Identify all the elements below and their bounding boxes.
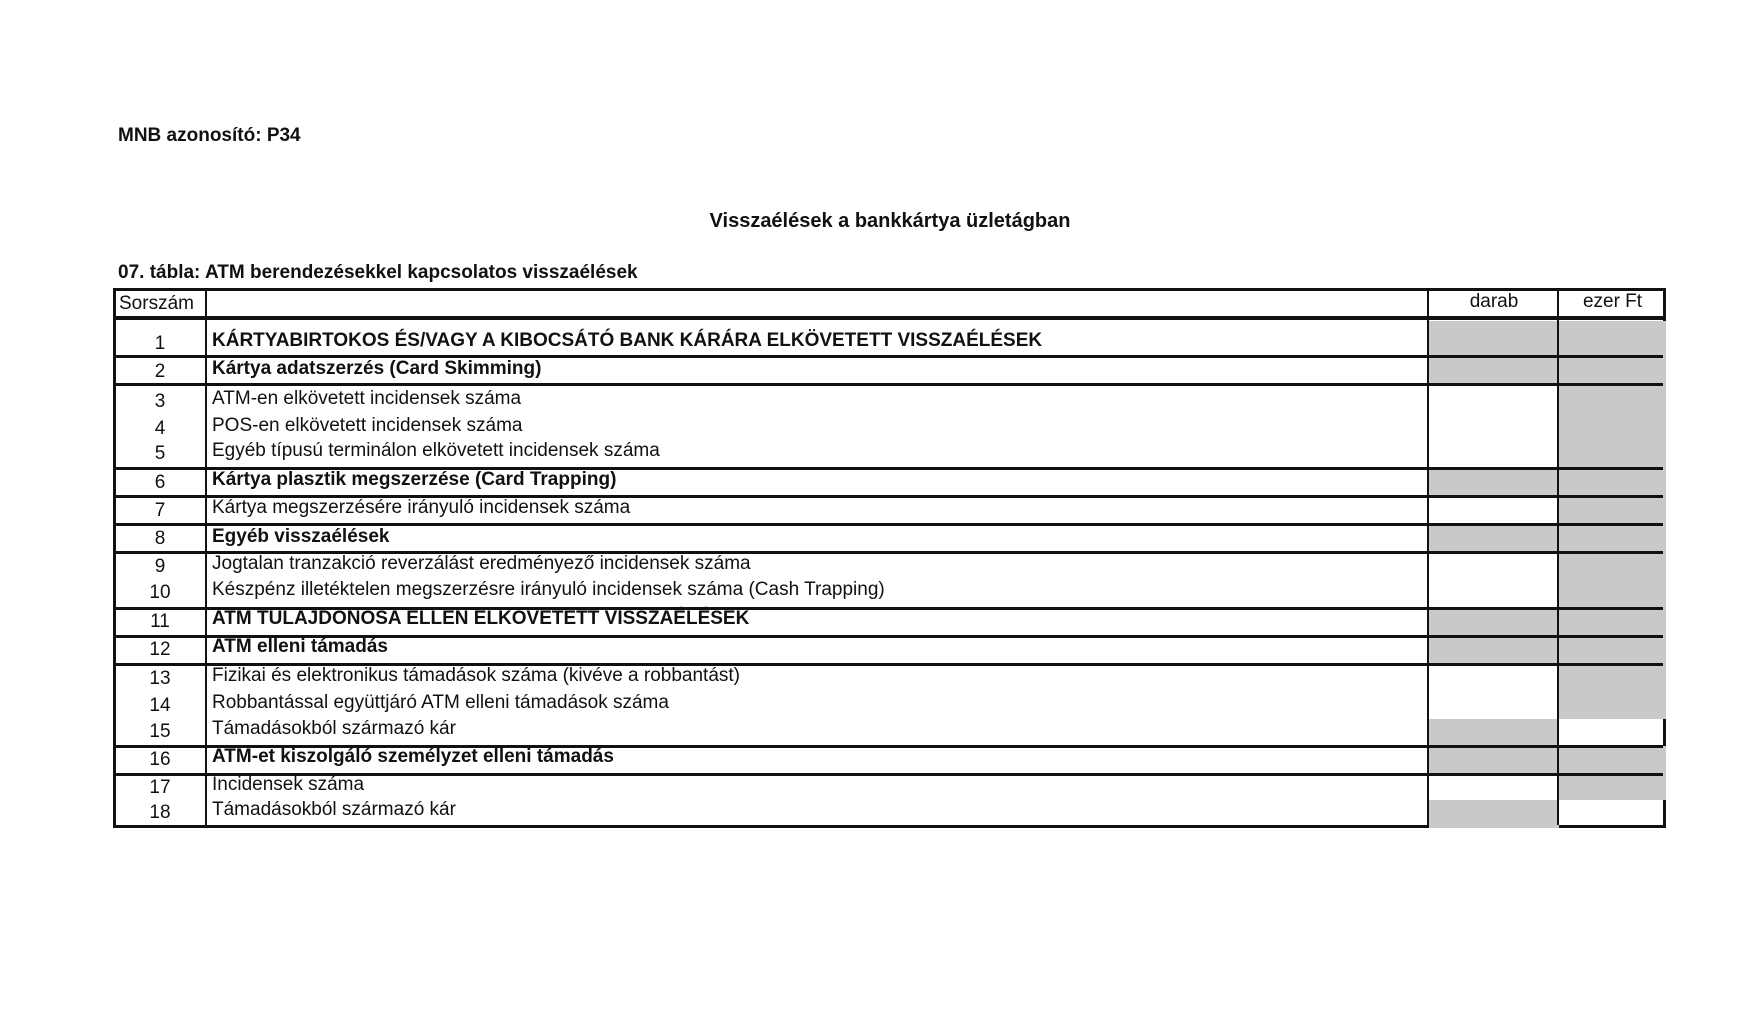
row-number: 13 xyxy=(149,668,171,689)
header-divider xyxy=(116,316,1663,320)
row-number: 14 xyxy=(149,695,171,716)
row-number: 3 xyxy=(154,391,166,412)
darab-gray-row-16 xyxy=(1429,746,1559,774)
row-label: ATM TULAJDONOSA ELLEN ELKÖVETETT VISSZAÉLÉSEK xyxy=(212,608,750,629)
document-title: Visszaélések a bankkártya üzletágban xyxy=(709,210,1071,232)
row-number: 8 xyxy=(154,528,166,549)
row-number: 7 xyxy=(154,500,166,521)
column-header-sorszam: Sorszám xyxy=(119,293,194,314)
row-number: 11 xyxy=(150,611,170,632)
row-label: Kártya plasztik megszerzése (Card Trapping) xyxy=(212,469,617,490)
row-number: 16 xyxy=(149,749,171,770)
darab-gray-row-8 xyxy=(1429,524,1559,552)
row-number: 5 xyxy=(154,443,166,464)
row-label: Egyéb visszaélések xyxy=(212,526,390,547)
row-label: Kártya megszerzésére irányuló incidensek száma xyxy=(212,497,631,518)
darab-gray-row-15 xyxy=(1429,719,1559,746)
row-number: 15 xyxy=(149,721,171,742)
row-label: Kártya adatszerzés (Card Skimming) xyxy=(212,358,542,379)
row-number: 2 xyxy=(154,361,166,382)
row-number: 6 xyxy=(154,472,166,493)
row-label: Jogtalan tranzakció reverzálást eredményező incidensek száma xyxy=(212,553,751,574)
table-caption: 07. tábla: ATM berendezésekkel kapcsolatos visszaélések xyxy=(118,262,638,283)
mnb-identifier: MNB azonosító: P34 xyxy=(118,125,301,146)
row-label: Támadásokból származó kár xyxy=(212,718,456,739)
row-label: KÁRTYABIRTOKOS ÉS/VAGY A KIBOCSÁTÓ BANK KÁRÁRA ELKÖVETETT VISSZAÉLÉSEK xyxy=(212,330,1043,351)
row-label: ATM elleni támadás xyxy=(212,636,388,657)
row-divider xyxy=(116,383,1663,386)
row-number: 10 xyxy=(149,582,171,603)
row-label: Incidensek száma xyxy=(212,774,365,795)
row-label: Egyéb típusú terminálon elkövetett incidensek száma xyxy=(212,440,660,461)
darab-gray-row-6 xyxy=(1429,468,1559,496)
row-number: 17 xyxy=(149,777,171,798)
row-label: ATM-et kiszolgáló személyzet elleni támadás xyxy=(212,746,614,767)
column-header-ezer-ft: ezer Ft xyxy=(1582,291,1643,312)
ezerft-gray-rows-1-14 xyxy=(1559,321,1666,719)
row-label: Fizikai és elektronikus támadások száma (kivéve a robbantást) xyxy=(212,665,741,686)
darab-gray-row-18 xyxy=(1429,800,1559,828)
row-label: Támadásokból származó kár xyxy=(212,799,456,820)
row-number: 9 xyxy=(154,556,166,577)
row-label: Készpénz illetéktelen megszerzésre irányuló incidensek száma (Cash Trapping) xyxy=(212,579,885,600)
column-header-darab: darab xyxy=(1469,291,1519,312)
row-label: POS-en elkövetett incidensek száma xyxy=(212,415,523,436)
row-number: 1 xyxy=(154,333,166,354)
darab-gray-block-1-2 xyxy=(1429,321,1559,384)
row-number: 18 xyxy=(149,802,171,823)
row-label: Robbantással együttjáró ATM elleni támadások száma xyxy=(212,692,669,713)
row-label: ATM-en elkövetett incidensek száma xyxy=(212,388,522,409)
abuse-table xyxy=(113,288,1666,828)
row-number: 4 xyxy=(154,418,166,439)
row-number: 12 xyxy=(149,639,171,660)
